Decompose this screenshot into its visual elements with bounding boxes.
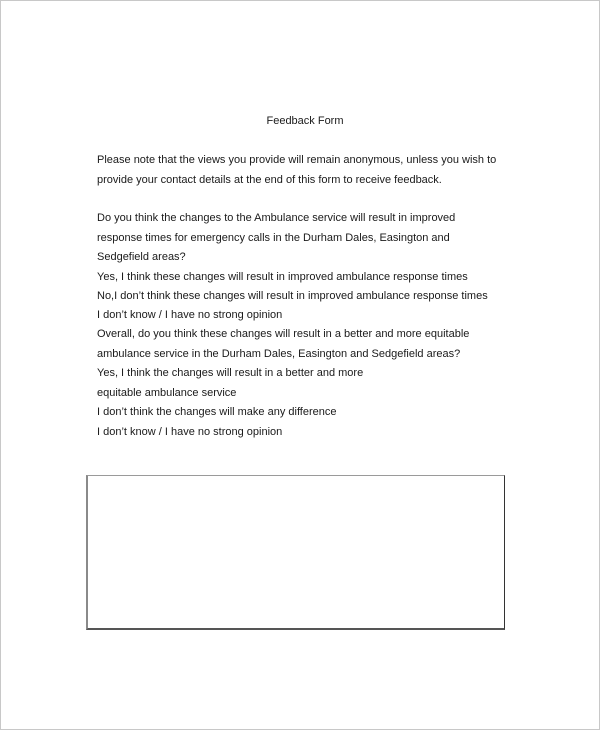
question2-option-no-difference[interactable]: I don’t think the changes will make any difference <box>97 406 337 418</box>
comments-box[interactable] <box>86 475 505 630</box>
question2-line-1: Overall, do you think these changes will result in a better and more equitable <box>97 328 470 340</box>
question1-line-3: Sedgefield areas? <box>97 251 186 263</box>
question2-option-yes[interactable]: Yes, I think the changes will result in a better and more <box>97 367 364 379</box>
question1-option-no[interactable]: No,I don’t think these changes will result in improved ambulance response times <box>97 290 488 302</box>
question1-option-yes[interactable]: Yes, I think these changes will result in improved ambulance response times <box>97 271 468 283</box>
question1-line-2: response times for emergency calls in the Durham Dales, Easington and <box>97 232 450 244</box>
intro-line-2: provide your contact details at the end of this form to receive feedback. <box>97 174 442 186</box>
question2-option-dont-know[interactable]: I don’t know / I have no strong opinion <box>97 426 283 438</box>
form-title: Feedback Form <box>266 115 344 127</box>
question2-line-2: ambulance service in the Durham Dales, Easington and Sedgefield areas? <box>97 348 461 360</box>
question1-line-1: Do you think the changes to the Ambulance service will result in improved <box>97 212 456 224</box>
question2-option-yes-continued[interactable]: equitable ambulance service <box>97 387 237 399</box>
question1-option-dont-know[interactable]: I don’t know / I have no strong opinion <box>97 309 283 321</box>
intro-line-1: Please note that the views you provide will remain anonymous, unless you wish to <box>97 154 497 166</box>
